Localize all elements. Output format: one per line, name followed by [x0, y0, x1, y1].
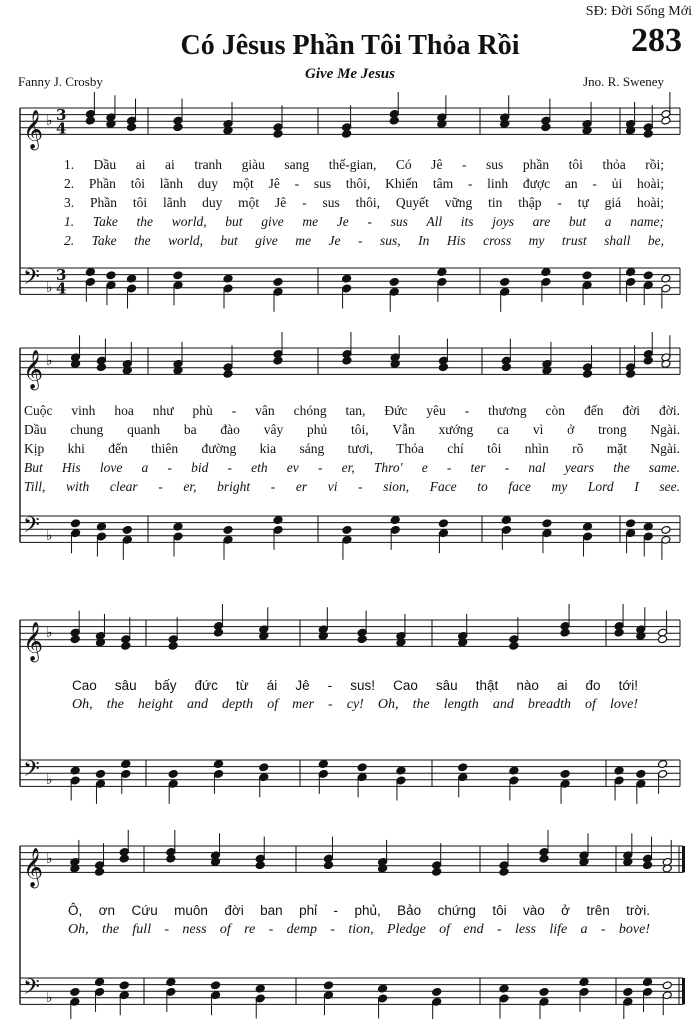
flat-icon: ♭ [46, 527, 53, 544]
note-head [70, 519, 80, 528]
note-head [273, 129, 283, 138]
note-head [432, 987, 442, 996]
treble-clef-icon: 𝄞 [23, 349, 44, 390]
treble-clef-icon: 𝄞 [23, 109, 44, 150]
note-head [273, 516, 283, 525]
note-head [255, 861, 265, 870]
note-head [642, 861, 652, 870]
flat-icon: ♭ [46, 851, 53, 868]
lyric-line: 3. Phần tôi lãnh duy một Jê - sus thôi, Quyết vững tin thập - tự giá hoài; [64, 195, 664, 210]
note-head [582, 271, 592, 280]
note-head [642, 978, 652, 987]
note-head [210, 981, 220, 990]
note-head [626, 268, 636, 277]
note-head [342, 356, 352, 365]
note-head [389, 116, 399, 125]
note-head [643, 271, 653, 280]
hymn-title: Có Jêsus Phần Tôi Thỏa Rồi [180, 30, 520, 61]
note-head [318, 760, 328, 769]
note-head [643, 522, 653, 531]
note-head [636, 769, 646, 778]
note-head [173, 271, 183, 280]
note-head [539, 854, 549, 863]
flat-icon: ♭ [46, 279, 53, 296]
note-head [661, 525, 671, 534]
note-head [168, 769, 178, 778]
note-head [662, 981, 672, 990]
note-head [213, 628, 223, 637]
note-head [96, 363, 106, 372]
note-head [94, 978, 104, 987]
note-head [582, 522, 592, 531]
note-head [173, 522, 183, 531]
note-head [437, 268, 447, 277]
note-head [121, 641, 131, 650]
note-head [119, 981, 129, 990]
note-head [438, 363, 448, 372]
note-head [255, 984, 265, 993]
note-head [614, 766, 624, 775]
note-head [560, 769, 570, 778]
bass-clef-icon: 𝄢 [23, 512, 40, 543]
note-head [342, 525, 352, 534]
lyric-line: Dầu chung quanh ba đào vây phủ tôi, Vẫn xướng ca vì ở trong Ngài. [24, 422, 680, 437]
lyric-line: 1. Dầu ai ai tranh giàu sang thế-gian, Có Jê - sus phần tôi thỏa rồi; [64, 157, 664, 172]
note-head [542, 519, 552, 528]
lyric-line: Cuộc vinh hoa như phù - vân chóng tan, Đức yêu - thương còn đến đời đời. [24, 403, 680, 418]
note-head [432, 867, 442, 876]
note-head [121, 760, 131, 769]
final-bar [682, 978, 685, 1004]
note-head [168, 641, 178, 650]
note-head [70, 987, 80, 996]
note-head [541, 268, 551, 277]
flat-icon: ♭ [46, 113, 53, 130]
note-head [499, 984, 509, 993]
note-head [626, 519, 636, 528]
note-head [357, 763, 367, 772]
lyric-line: Cao sâu bấy đức từ ái Jê - sus! Cao sâu thật nào ai đo tới! [72, 678, 638, 693]
lyric-line: 2. Phần tôi lãnh duy một Jê - sus thôi, Khiến tâm - linh được an - ủi hoài; [64, 176, 664, 191]
note-head [126, 274, 136, 283]
lyric-line: Till, with clear - er, bright - er vi - sion, Face to face my Lord I see. [24, 479, 680, 494]
note-head [643, 129, 653, 138]
note-head [126, 123, 136, 132]
note-head [259, 763, 269, 772]
note-head [94, 867, 104, 876]
note-head [166, 978, 176, 987]
bass-clef-icon: 𝄢 [23, 974, 40, 1005]
treble-clef-icon: 𝄞 [23, 621, 44, 662]
note-head [119, 854, 129, 863]
hymn-subtitle: Give Me Jesus [305, 66, 395, 82]
bass-clef-icon: 𝄢 [23, 756, 40, 787]
note-head [223, 525, 233, 534]
note-head [509, 641, 519, 650]
flat-icon: ♭ [46, 989, 53, 1006]
note-head [85, 116, 95, 125]
final-bar [682, 846, 685, 872]
note-head [658, 760, 668, 769]
flat-icon: ♭ [46, 353, 53, 370]
lyric-line: Oh, the height and depth of mer - cy! Oh, the length and breadth of love! [72, 697, 638, 712]
lyricist-credit: Fanny J. Crosby [18, 74, 103, 89]
note-head [458, 763, 468, 772]
time-signature: 4 [56, 119, 67, 138]
note-head [223, 369, 233, 378]
note-head [658, 635, 668, 644]
note-head [623, 987, 633, 996]
lyric-line: 2. Take the world, but give me Je - sus, In His cross my trust shall be, [64, 233, 664, 248]
note-head [643, 356, 653, 365]
time-signature: 4 [56, 279, 67, 298]
note-head [582, 369, 592, 378]
note-head [173, 123, 183, 132]
note-head [342, 274, 352, 283]
time-signature: 3 [56, 266, 67, 285]
note-head [378, 984, 388, 993]
note-head [661, 116, 671, 125]
note-head [501, 516, 511, 525]
lyric-line: Ô, ơn Cứu muôn đời ban phỉ - phủ, Bảo chứng tôi vào ở trên trời. [68, 903, 650, 918]
note-head [213, 760, 223, 769]
flat-icon: ♭ [46, 625, 53, 642]
note-head [396, 766, 406, 775]
note-head [85, 268, 95, 277]
note-head [661, 274, 671, 283]
note-head [323, 861, 333, 870]
note-head [501, 363, 511, 372]
note-head [500, 277, 510, 286]
note-head [95, 769, 105, 778]
treble-clef-icon: 𝄞 [23, 847, 44, 888]
note-head [223, 274, 233, 283]
note-head [390, 516, 400, 525]
time-signature: 3 [56, 106, 67, 125]
note-head [539, 987, 549, 996]
note-head [541, 123, 551, 132]
note-head [122, 525, 132, 534]
note-head [438, 519, 448, 528]
note-head [560, 628, 570, 637]
hymn-number: 283 [631, 22, 682, 59]
note-head [614, 628, 624, 637]
composer-credit: Jno. R. Sweney [583, 74, 664, 89]
note-head [579, 978, 589, 987]
note-head [96, 522, 106, 531]
note-head [106, 271, 116, 280]
note-head [499, 867, 509, 876]
note-head [273, 277, 283, 286]
note-head [389, 277, 399, 286]
lyric-line: But His love a - bid - eth ev - er, Thro' e - ter - nal years the same. [24, 460, 680, 475]
source-label: SĐ: Đời Sống Mới [585, 4, 692, 19]
lyric-line: Kịp khi đến thiên đường kia sáng tươi, Thỏa chí tôi nhìn rõ mặt Ngài. [24, 441, 680, 456]
note-head [273, 356, 283, 365]
note-head [166, 854, 176, 863]
note-head [626, 369, 636, 378]
note-head [323, 981, 333, 990]
note-head [357, 635, 367, 644]
note-head [509, 766, 519, 775]
bass-clef-icon: 𝄢 [23, 264, 40, 295]
note-head [342, 129, 352, 138]
lyric-line: 1. Take the world, but give me Je - sus All its joys are but a name; [64, 214, 664, 229]
note-head [70, 635, 80, 644]
note-head [70, 766, 80, 775]
lyric-line: Oh, the full - ness of re - demp - tion, Pledge of end - less life a - bove! [68, 922, 650, 937]
flat-icon: ♭ [46, 771, 53, 788]
